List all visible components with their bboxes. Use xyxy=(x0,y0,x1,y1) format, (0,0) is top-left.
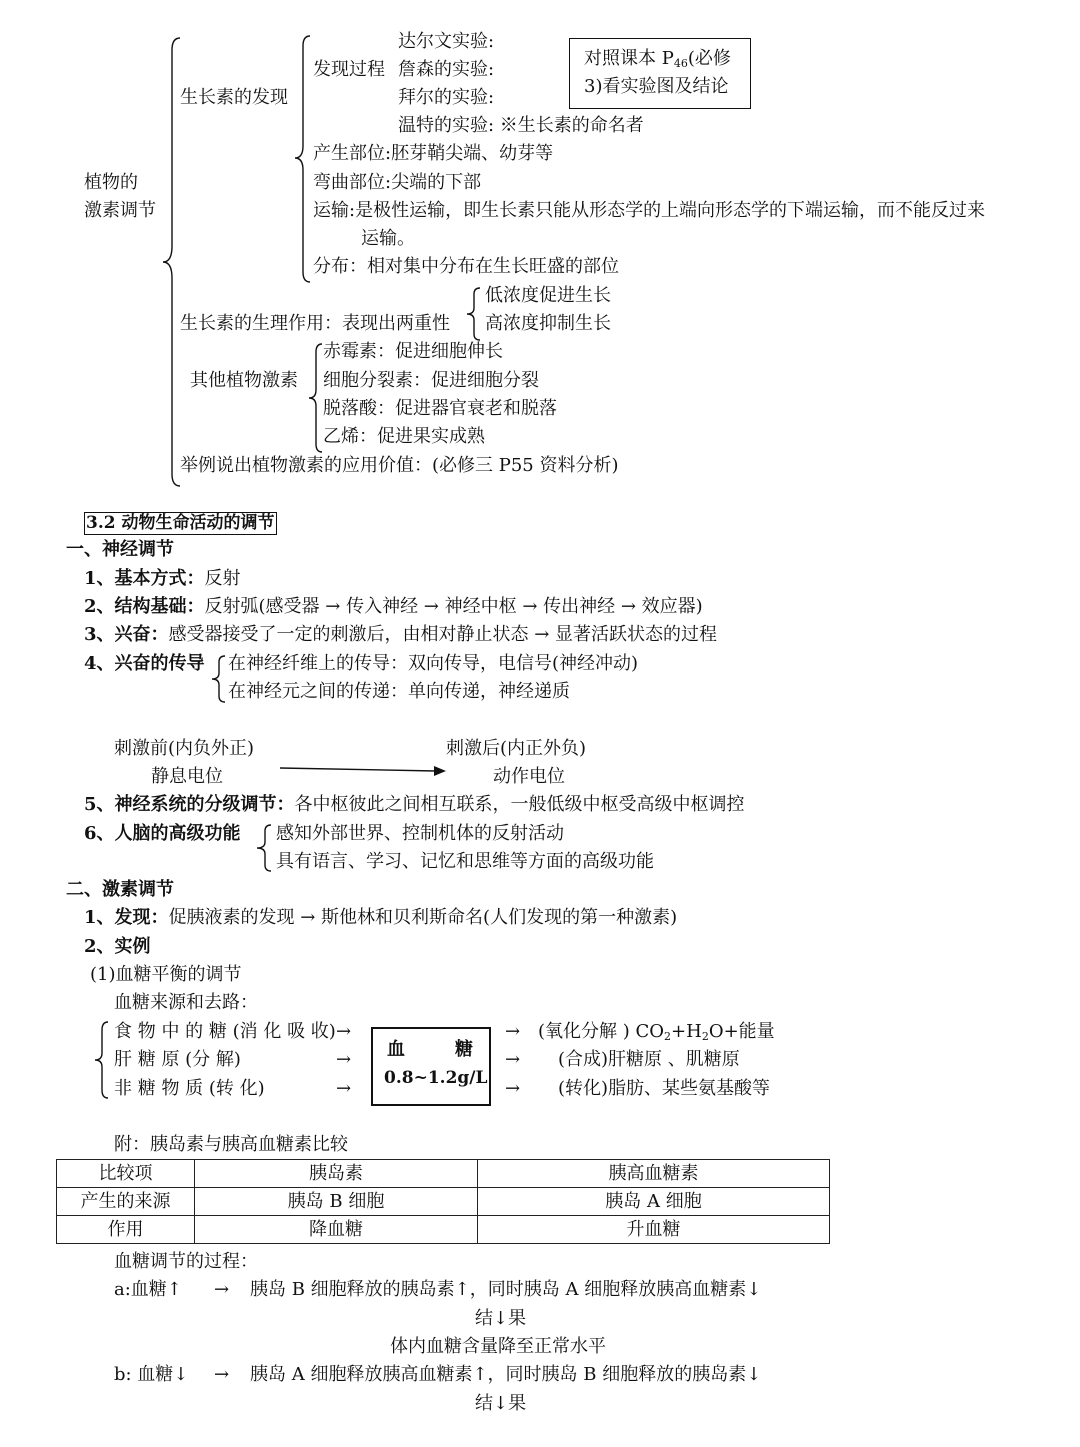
table-row xyxy=(57,1216,830,1244)
process-label: 发现过程 xyxy=(313,59,385,80)
process-title: 血糖调节的过程： xyxy=(114,1251,258,1272)
table-cell: 胰岛 B 细胞 xyxy=(195,1188,478,1216)
case-a-text: 胰岛 B 细胞释放的胰岛素↑，同时胰岛 A 细胞释放胰高血糖素↓ xyxy=(250,1279,762,1300)
arrow-in-3: → xyxy=(336,1078,352,1099)
root-title-line2: 激素调节 xyxy=(84,200,156,221)
resting-potential: 静息电位 xyxy=(151,766,223,787)
blood-sugar-range: 0.8~1.2g/L xyxy=(384,1068,488,1088)
source-title: 血糖来源和去路： xyxy=(114,992,258,1013)
potential-arrow xyxy=(278,760,448,780)
hormone-item-2: 2、实例 xyxy=(84,936,151,957)
hormone-item-1: 1、发现：促胰液素的发现 → 斯他林和贝利斯命名(人们发现的第一种激素) xyxy=(84,907,678,928)
case-b-text: 胰岛 A 细胞释放胰高血糖素↑，同时胰岛 B 细胞释放的胰岛素↓ xyxy=(250,1364,762,1385)
table-cell: 降血糖 xyxy=(195,1216,478,1244)
brace-brain xyxy=(254,823,276,873)
table-header-cell: 胰高血糖素 xyxy=(478,1160,830,1188)
paal-experiment: 拜尔的实验: xyxy=(398,87,495,108)
case-b-result: 结↓果 xyxy=(475,1393,527,1414)
action-potential: 动作电位 xyxy=(493,766,565,787)
brain-function-b: 具有语言、学习、记忆和思维等方面的高级功能 xyxy=(276,851,654,872)
produce-site: 产生部位:胚芽鞘尖端、幼芽等 xyxy=(313,143,554,164)
brace-discovery xyxy=(292,34,314,284)
discovery-label: 生长素的发现 xyxy=(180,87,288,108)
arrow-out-1: → xyxy=(505,1021,521,1042)
cytokinin: 细胞分裂素：促进细胞分裂 xyxy=(323,370,539,391)
textbook-note-line2: 3)看实验图及结论 xyxy=(584,76,729,97)
arrow-out-2: → xyxy=(505,1049,521,1070)
other-hormones-label: 其他植物激素 xyxy=(190,370,298,391)
after-stimulus: 刺激后(内正外负) xyxy=(446,738,587,759)
nerve-item-2: 2、结构基础：反射弧(感受器 → 传入神经 → 神经中枢 → 传出神经 → 效应器) xyxy=(84,596,703,617)
output-oxidation: (氧化分解 ) $CO_2+H_2O+$能量 xyxy=(538,1021,775,1043)
went-experiment: 温特的实验: ※生长素的命名者 xyxy=(398,115,644,136)
nerve-item-5: 5、神经系统的分级调节：各中枢彼此之间相互联系，一般低级中枢受高级中枢调控 xyxy=(84,794,745,815)
ethylene: 乙烯：促进果实成熟 xyxy=(323,426,485,447)
nerve-item-4-label: 4、兴奋的传导 xyxy=(84,653,205,674)
darwin-experiment: 达尔文实验: xyxy=(398,31,495,52)
nerve-item-3: 3、兴奋：感受器接受了一定的刺激后，由相对静止状态 → 显著活跃状态的过程 xyxy=(84,624,718,645)
high-concentration: 高浓度抑制生长 xyxy=(485,313,611,334)
nerve-item-6-label: 6、人脑的高级功能 xyxy=(84,823,241,844)
table-header-cell: 比较项 xyxy=(57,1160,195,1188)
nerve-item-1: 1、基本方式：反射 xyxy=(84,568,241,589)
comparison-table xyxy=(56,1159,830,1244)
conduction-fiber: 在神经纤维上的传导：双向传导，电信号(神经冲动) xyxy=(228,653,639,674)
output-synthesis: (合成)肝糖原 、肌糖原 xyxy=(558,1049,740,1070)
table-row xyxy=(57,1188,830,1216)
bend-site: 弯曲部位:尖端的下部 xyxy=(313,172,482,193)
case-b-label: b: 血糖↓ xyxy=(114,1364,189,1385)
abscisic-acid: 脱落酸：促进器官衰老和脱落 xyxy=(323,398,557,419)
table-title: 附：胰岛素与胰高血糖素比较 xyxy=(114,1134,348,1155)
source-dietary: 食 物 中 的 糖 (消 化 吸 收) xyxy=(114,1021,336,1042)
table-header-cell: 胰岛素 xyxy=(195,1160,478,1188)
table-cell: 胰岛 A 细胞 xyxy=(478,1188,830,1216)
physio-label: 生长素的生理作用：表现出两重性 xyxy=(180,313,450,334)
case-a-normal: 体内血糖含量降至正常水平 xyxy=(390,1336,606,1357)
brain-function-a: 感知外部世界、控制机体的反射活动 xyxy=(276,823,564,844)
table-cell: 作用 xyxy=(57,1216,195,1244)
case-a-result: 结↓果 xyxy=(475,1308,527,1329)
arrow-out-3: → xyxy=(505,1078,521,1099)
output-conversion: (转化)脂肪、某些氨基酸等 xyxy=(558,1078,771,1099)
case-b-arrow: → xyxy=(214,1364,230,1385)
hormone-heading: 二、激素调节 xyxy=(66,879,174,900)
boysen-experiment: 詹森的实验: xyxy=(398,59,495,80)
before-stimulus: 刺激前(内负外正) xyxy=(114,738,255,759)
application-example: 举例说出植物激素的应用价值：(必修三 P55 资料分析) xyxy=(180,455,619,476)
case-a-arrow: → xyxy=(214,1279,230,1300)
gibberellin: 赤霉素：促进细胞伸长 xyxy=(323,341,503,362)
distribution-line: 分布：相对集中分布在生长旺盛的部位 xyxy=(313,256,619,277)
brace-sugar-sources xyxy=(92,1020,112,1100)
section-title: 3.2 动物生命活动的调节 xyxy=(86,513,275,533)
low-concentration: 低浓度促进生长 xyxy=(485,285,611,306)
table-cell: 升血糖 xyxy=(478,1216,830,1244)
arrow-in-1: → xyxy=(336,1021,352,1042)
source-glycogen: 肝 糖 原 (分 解) xyxy=(114,1049,241,1070)
blood-sugar-char-2: 糖 xyxy=(455,1039,473,1060)
case-a-label: a:血糖↑ xyxy=(114,1279,182,1300)
source-non-sugar: 非 糖 物 质 (转 化) xyxy=(114,1078,265,1099)
blood-sugar-char-1: 血 xyxy=(387,1039,405,1060)
root-title-line1: 植物的 xyxy=(84,172,138,193)
nerve-heading: 一、神经调节 xyxy=(66,539,174,560)
table-cell: 产生的来源 xyxy=(57,1188,195,1216)
arrow-in-2: → xyxy=(336,1049,352,1070)
brace-conduction xyxy=(209,654,229,704)
blood-sugar-subheading: (1)血糖平衡的调节 xyxy=(90,964,242,985)
textbook-note-line1: 对照课本 $P_{46}$(必修 xyxy=(584,48,731,70)
transport-line-cont: 运输。 xyxy=(361,228,415,249)
table-header-row xyxy=(57,1160,830,1188)
conduction-neuron: 在神经元之间的传递：单向传递，神经递质 xyxy=(228,681,570,702)
brace-physio xyxy=(464,286,484,342)
transport-line: 运输:是极性运输，即生长素只能从形态学的上端向形态学的下端运输，而不能反过来 xyxy=(313,200,986,221)
